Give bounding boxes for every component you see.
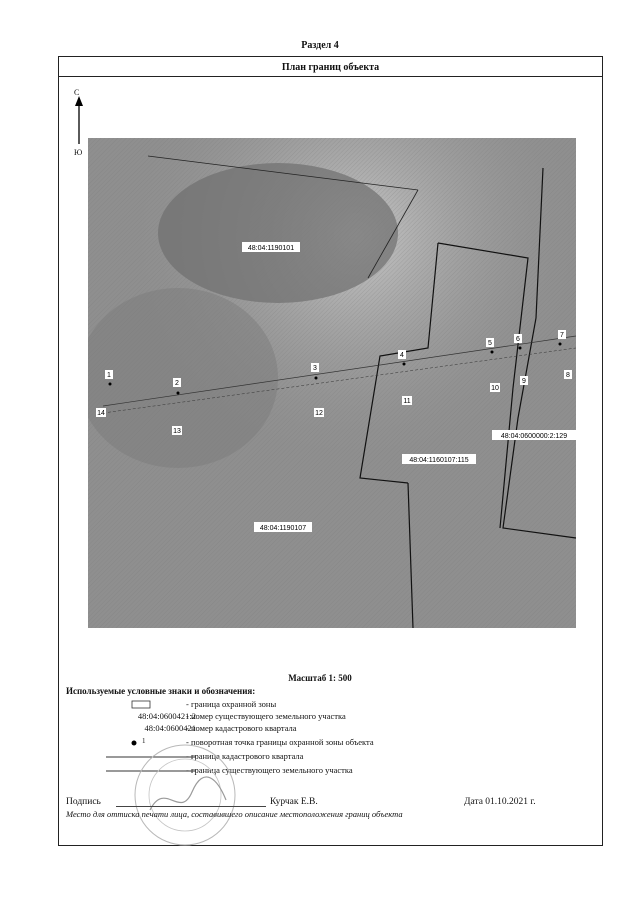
section-title: Раздел 4 xyxy=(301,40,339,51)
svg-text:12: 12 xyxy=(315,410,323,417)
signature-line xyxy=(116,806,266,807)
parcel-label-4-text: 48:04:0600000:2:129 xyxy=(500,433,568,440)
svg-text:7: 7 xyxy=(560,332,564,339)
parcel-label-3-text: 48:04:1160107:115 xyxy=(409,457,469,464)
seal-stamp-icon xyxy=(130,740,240,850)
map-plan xyxy=(88,138,576,628)
parcel-label-4 xyxy=(492,430,576,440)
parcel-label-1-text: 48:04:1190101 xyxy=(247,245,295,252)
header-divider xyxy=(58,76,603,77)
plan-title: План границ объекта xyxy=(281,62,380,73)
svg-text:1: 1 xyxy=(107,372,111,379)
signature-label: Подпись xyxy=(66,797,101,807)
svg-text:2: 2 xyxy=(175,380,179,387)
svg-text:8: 8 xyxy=(566,372,570,379)
map-scale: Масштаб 1: 500 xyxy=(288,673,352,683)
zone-box-icon xyxy=(86,699,196,711)
svg-text:11: 11 xyxy=(403,398,411,405)
legend-title: Используемые условные знаки и обозначения: xyxy=(66,686,256,696)
svg-text:10: 10 xyxy=(491,385,499,392)
parcel-label-3 xyxy=(402,454,476,464)
stamp-place-note: Место для оттиска печати лица, составившего описание местоположения границ объекта xyxy=(66,809,403,819)
map-svg xyxy=(88,138,576,628)
parcel-label-1 xyxy=(242,242,300,252)
svg-text:9: 9 xyxy=(522,378,526,385)
svg-text:5: 5 xyxy=(488,340,492,347)
north-letter: С xyxy=(74,88,80,97)
parcel-label-2-text: 48:04:1190107 xyxy=(259,525,307,532)
imagery-hatch xyxy=(88,138,576,628)
signature-date: Дата 01.10.2021 г. xyxy=(464,797,536,807)
svg-text:6: 6 xyxy=(516,336,520,343)
signatory-name: Курчак Е.В. xyxy=(270,797,318,807)
svg-text:3: 3 xyxy=(313,365,317,372)
dot-icon: 1 xyxy=(86,737,196,749)
parcel-label-2 xyxy=(254,522,312,532)
svg-text:4: 4 xyxy=(400,352,404,359)
svg-text:13: 13 xyxy=(173,428,181,435)
svg-text:14: 14 xyxy=(97,410,105,417)
south-letter: Ю xyxy=(74,148,83,157)
